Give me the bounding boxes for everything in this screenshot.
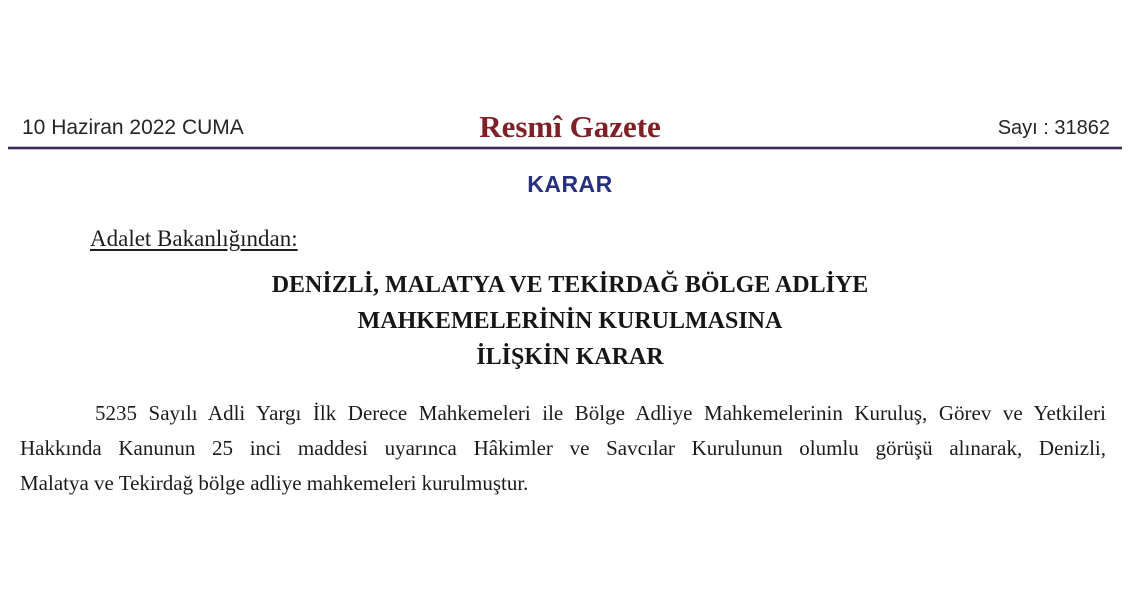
decision-title bbox=[0, 267, 1140, 375]
paragraph-line-3: Malatya ve Tekirdağ bölge adliye mahkemeleri kurulmuştur. bbox=[20, 471, 529, 495]
paragraph-line-1: 5235 Sayılı Adli Yargı İlk Derece Mahkemeleri ile Bölge Adliye Mahkemelerinin Kuruluş, Görev ve Yetkileri bbox=[95, 401, 1106, 425]
paragraph-line-2: Hakkında Kanunun 25 inci maddesi uyarınca Hâkimler ve Savcılar Kurulunun olumlu görüşü alınarak, Denizli, bbox=[20, 436, 1106, 460]
decision-title-line-3: İLİŞKİN KARAR bbox=[476, 344, 664, 370]
ministry-source-line: Adalet Bakanlığından: bbox=[90, 226, 298, 251]
body-paragraph bbox=[20, 396, 1106, 501]
issue-number: Sayı : 31862 bbox=[997, 117, 1110, 139]
decision-title-line-2: MAHKEMELERİNİN KURULMASINA bbox=[357, 308, 783, 334]
gazette-title: Resmî Gazete bbox=[479, 109, 661, 144]
publication-date: 10 Haziran 2022 CUMA bbox=[22, 116, 244, 139]
decision-title-line-1: DENİZLİ, MALATYA VE TEKİRDAĞ BÖLGE ADLİYE bbox=[271, 272, 869, 298]
masthead-divider-rule bbox=[8, 146, 1122, 150]
section-heading-karar: KARAR bbox=[527, 171, 613, 197]
